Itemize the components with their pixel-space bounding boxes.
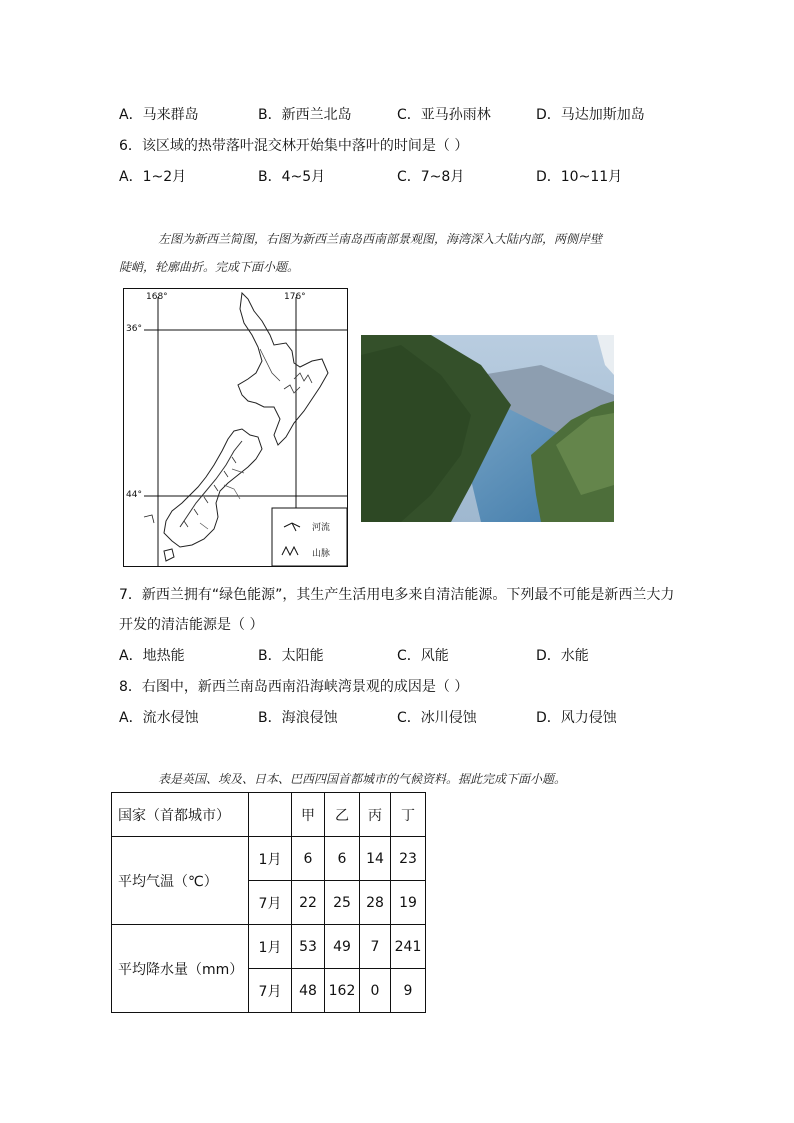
lon-176-label: 176° [284, 292, 306, 302]
header-col-3: 丙 [360, 793, 391, 837]
q8-option-d: D．风力侵蚀 [536, 710, 617, 726]
precip-label-cell: 平均降水量（mm） [112, 925, 249, 1013]
q7-option-d: D．水能 [536, 648, 589, 664]
header-col-2: 乙 [325, 793, 360, 837]
value-cell: 9 [391, 969, 426, 1013]
table-row [112, 837, 426, 881]
q7-option-a: A．地热能 [119, 648, 185, 664]
value-cell: 19 [391, 881, 426, 925]
nz-map [123, 288, 348, 567]
month-cell: 7月 [249, 969, 292, 1013]
lat-44-label: 44° [126, 490, 142, 500]
legend-mountain-label: 山脉 [312, 549, 331, 559]
climate-table [111, 792, 426, 1013]
q7-option-b: B．太阳能 [258, 648, 324, 664]
intro-table: 表是英国、埃及、日本、巴西四国首都城市的气候资料。据此完成下面小题。 [158, 772, 567, 786]
q6-option-c: C．7~8月 [397, 169, 465, 185]
value-cell: 0 [360, 969, 391, 1013]
value-cell: 6 [292, 837, 325, 881]
q6-option-b: B．4~5月 [258, 169, 326, 185]
q6-option-d: D．10~11月 [536, 169, 623, 185]
q7-option-c: C．风能 [397, 648, 449, 664]
header-empty-cell [249, 793, 292, 837]
q8-option-b: B．海浪侵蚀 [258, 710, 338, 726]
legend-river-label: 河流 [312, 523, 331, 533]
value-cell: 7 [360, 925, 391, 969]
value-cell: 23 [391, 837, 426, 881]
month-cell: 7月 [249, 881, 292, 925]
fjord-photo-drawing [361, 335, 614, 522]
header-country-cell: 国家（首都城市） [112, 793, 249, 837]
q5-option-d: D．马达加斯加岛 [536, 107, 645, 123]
header-col-4: 丁 [391, 793, 426, 837]
q7-stem-line1: 7．新西兰拥有“绿色能源”，其生产生活用电多来自清洁能源。下列最不可能是新西兰大力 [119, 587, 675, 603]
q8-option-c: C．冰川侵蚀 [397, 710, 477, 726]
intro-nz-line1: 左图为新西兰简图，右图为新西兰南岛西南部景观图，海湾深入大陆内部，两侧岸壁 [158, 232, 603, 246]
header-col-1: 甲 [292, 793, 325, 837]
q8-stem: 8．右图中，新西兰南岛西南沿海峡湾景观的成因是（ ） [119, 679, 469, 695]
month-cell: 1月 [249, 837, 292, 881]
value-cell: 53 [292, 925, 325, 969]
lat-36-label: 36° [126, 324, 142, 334]
table-header-row [112, 793, 426, 837]
q5-option-b: B．新西兰北岛 [258, 107, 352, 123]
q5-option-a: A．马来群岛 [119, 107, 199, 123]
fjord-photo [361, 335, 614, 522]
month-cell: 1月 [249, 925, 292, 969]
lon-168-label: 168° [146, 292, 168, 302]
value-cell: 25 [325, 881, 360, 925]
value-cell: 49 [325, 925, 360, 969]
value-cell: 28 [360, 881, 391, 925]
temp-label-cell: 平均气温（℃） [112, 837, 249, 925]
q8-option-a: A．流水侵蚀 [119, 710, 199, 726]
q7-stem-line2: 开发的清洁能源是（ ） [119, 617, 264, 633]
intro-nz-line2: 陡峭，轮廓曲折。完成下面小题。 [119, 260, 300, 274]
value-cell: 162 [325, 969, 360, 1013]
q6-stem: 6．该区域的热带落叶混交林开始集中落叶的时间是（ ） [119, 138, 469, 154]
value-cell: 48 [292, 969, 325, 1013]
value-cell: 14 [360, 837, 391, 881]
value-cell: 22 [292, 881, 325, 925]
q6-option-a: A．1~2月 [119, 169, 187, 185]
value-cell: 241 [391, 925, 426, 969]
value-cell: 6 [325, 837, 360, 881]
table-row [112, 925, 426, 969]
q5-option-c: C．亚马孙雨林 [397, 107, 491, 123]
